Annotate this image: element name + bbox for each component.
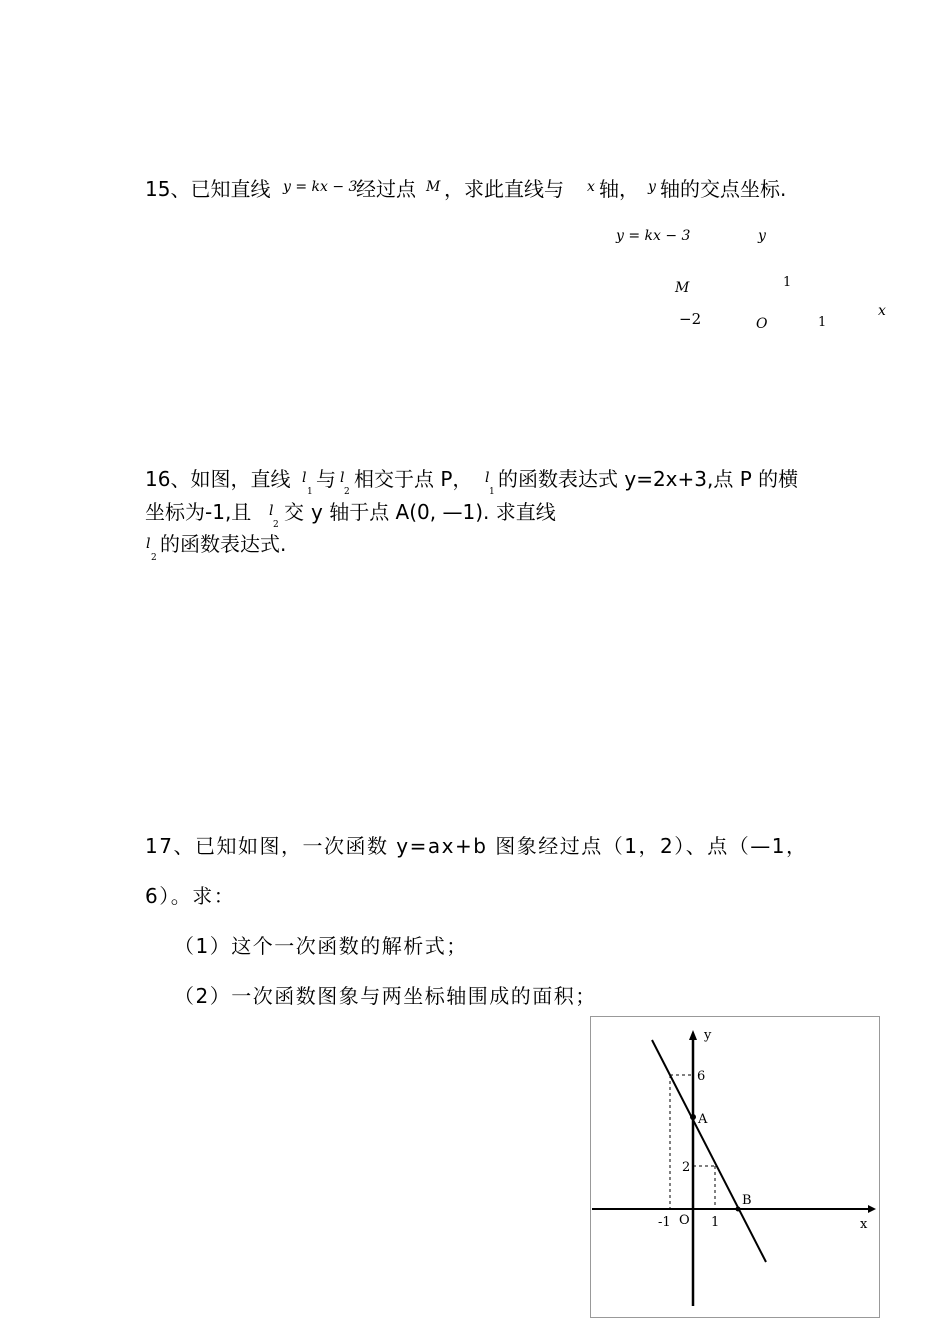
point-B xyxy=(736,1207,741,1212)
q16-sub2a: 2 xyxy=(344,487,350,497)
label-y: y xyxy=(704,1028,712,1043)
q15-mid1: 经过点 xyxy=(356,177,416,201)
q16-l3: l xyxy=(485,470,490,486)
q16-l5: l xyxy=(146,536,151,552)
label-x: x xyxy=(860,1217,868,1232)
q16-p3: 相交于点 P， xyxy=(354,467,473,491)
q17-graph xyxy=(590,1016,880,1318)
q17-line1: 17、已知如图，一次函数 y=ax+b 图象经过点（1，2）、点（—1， xyxy=(145,834,808,858)
q17-line2: 6）。求： xyxy=(145,884,236,908)
q15-mid3: 轴， xyxy=(599,177,639,201)
q17-graph-svg xyxy=(590,1016,880,1318)
q16-sub2b: 2 xyxy=(273,520,279,530)
q15-fig-one-y: 1 xyxy=(783,275,792,290)
q16-p2: 与 xyxy=(316,467,336,491)
q15-fig-one-x: 1 xyxy=(818,315,827,330)
q17-sub2: （2）一次函数图象与两坐标轴围成的面积； xyxy=(174,984,597,1008)
q15-x: x xyxy=(587,179,595,195)
q15-equation: y = kx − 3 xyxy=(283,179,358,195)
label-1: 1 xyxy=(711,1215,720,1230)
q16-p6: 交 xyxy=(284,500,304,524)
q16-p7: y 轴于点 A(0, —1). 求直线 xyxy=(311,500,556,524)
q15-fig-x: x xyxy=(878,303,886,319)
q16-l1: l xyxy=(302,470,307,486)
label-B: B xyxy=(742,1193,752,1208)
y-axis-arrow-icon xyxy=(689,1030,697,1040)
q15-fig-neg2: −2 xyxy=(679,310,702,328)
q16-sub1a: 1 xyxy=(307,487,313,497)
label-6: 6 xyxy=(697,1069,706,1084)
label-A: A xyxy=(698,1112,708,1127)
q16-l4: l xyxy=(269,503,274,519)
q15-fig-y: y xyxy=(758,228,766,244)
q16-p4: 的函数表达式 y=2x+3,点 P 的横 xyxy=(498,467,799,491)
q16-sub1b: 1 xyxy=(489,487,495,497)
point-A xyxy=(690,1114,696,1120)
q15-mid2: ，求此直线与 xyxy=(444,177,564,201)
q15-fig-O: O xyxy=(756,316,768,332)
q15-y: y xyxy=(648,179,656,195)
q17-sub1: （1）这个一次函数的解析式； xyxy=(174,934,468,958)
q15-fig-equation: y = kx − 3 xyxy=(616,228,691,244)
graph-frame xyxy=(591,1017,880,1318)
q16-p5: 坐标为-1,且 xyxy=(145,500,252,524)
label-2: 2 xyxy=(682,1160,691,1175)
x-axis-arrow-icon xyxy=(868,1205,876,1213)
q15-point: M xyxy=(426,179,441,195)
q15-fig-M: M xyxy=(675,280,690,296)
label-O: O xyxy=(679,1213,690,1228)
q16-l2: l xyxy=(340,470,345,486)
q16-p1: 16、如图，直线 xyxy=(145,467,291,491)
label-neg1: -1 xyxy=(658,1215,671,1230)
q16-sub2c: 2 xyxy=(151,553,157,563)
q16-p8: 的函数表达式. xyxy=(160,532,287,556)
q15-suffix: 轴的交点坐标. xyxy=(660,177,787,201)
q15-prefix: 15、已知直线 xyxy=(145,177,271,201)
